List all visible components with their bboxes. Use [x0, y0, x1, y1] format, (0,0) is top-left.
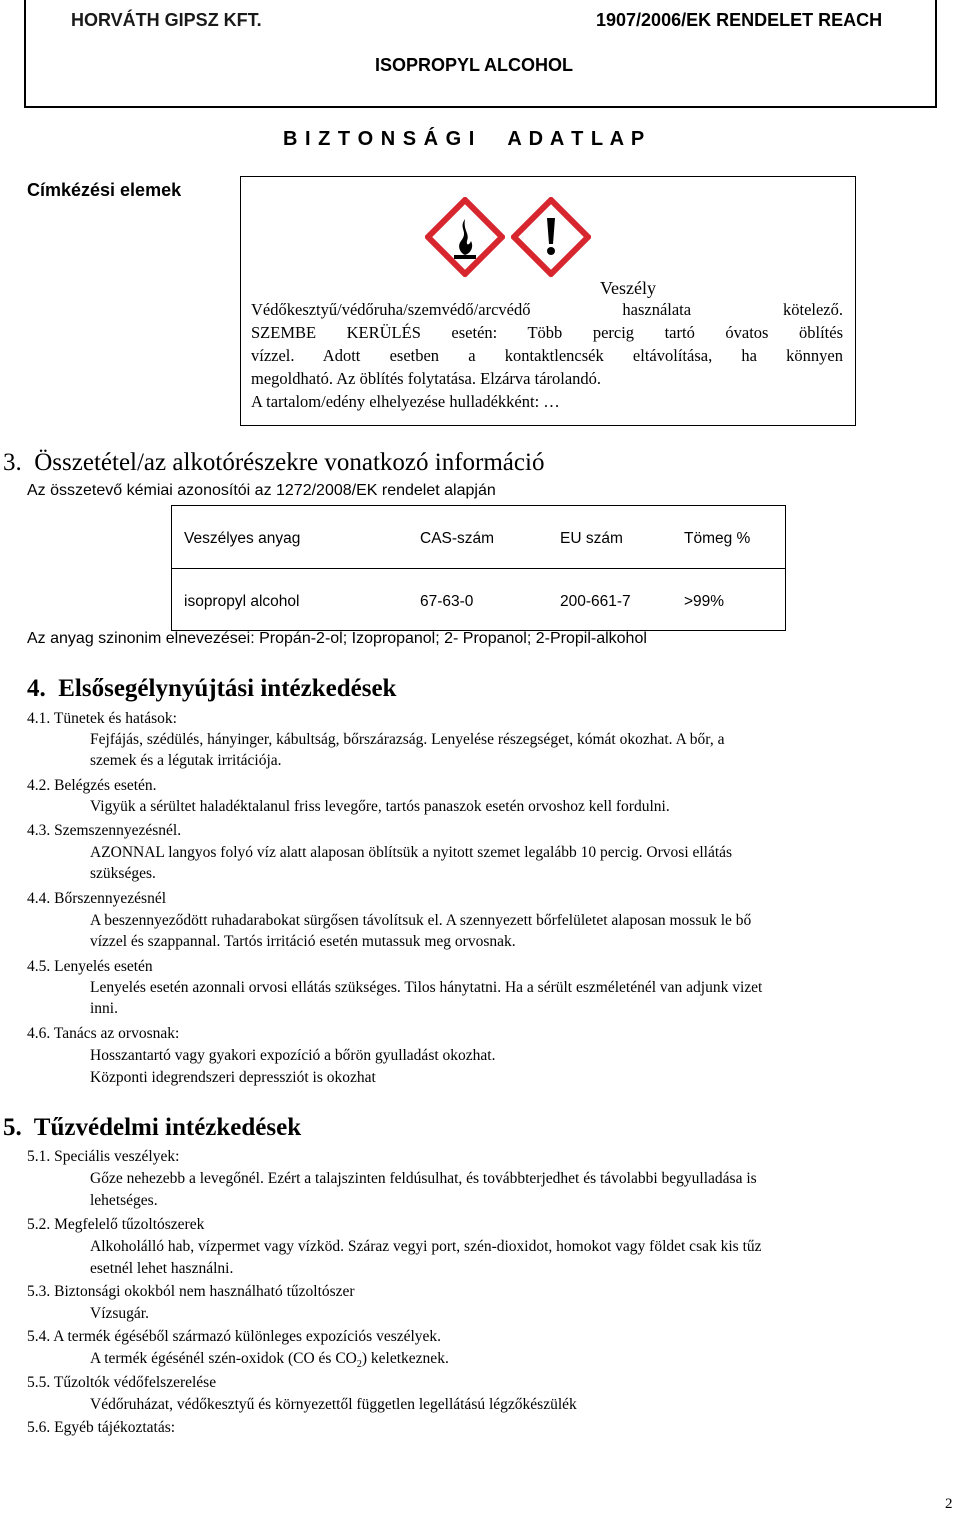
precautionary-line: megoldható. Az öblítés folytatása. Elzárva tárolandó.: [251, 369, 602, 388]
document-title: B I Z T O N S Á G I A D A T L A P: [283, 128, 646, 150]
document-header: [24, 0, 937, 108]
subsection-heading: 5.3. Biztonsági okokból nem használható tűzoltószer: [27, 1283, 355, 1300]
subsection-heading: 4.3. Szemszennyezésnél.: [27, 822, 182, 839]
section-4-title: 4. Elsősegélynyújtási intézkedések: [27, 675, 397, 702]
section-3-subtitle: Az összetevő kémiai azonosítói az 1272/2008/EK rendelet alapján: [27, 482, 496, 499]
flame-pictogram-icon: [425, 197, 505, 277]
subsection-heading: 5.2. Megfelelő tűzoltószerek: [27, 1216, 205, 1233]
subsection-text: Gőze nehezebb a levegőnél. Ezért a talajszinten feldúsulhat, és továbbterjedhet és távolabbi begyulladása is: [90, 1170, 757, 1187]
table-header-cell: CAS-szám: [420, 530, 495, 547]
subsection-text: Vízsugár.: [90, 1305, 149, 1322]
regulation-reference: 1907/2006/EK RENDELET REACH: [596, 10, 883, 30]
subsection-heading: 4.4. Bőrszennyezésnél: [27, 890, 167, 907]
subsection-text: Lenyelés esetén azonnali orvosi ellátás szükséges. Tilos hánytatni. Ha a sérült eszméleténél van adjunk vizet: [90, 979, 763, 996]
subsection-text: Központi idegrendszeri depressziót is okozhat: [90, 1069, 376, 1086]
subsection-heading: 5.5. Tűzoltók védőfelszerelése: [27, 1374, 217, 1391]
composition-table: [171, 505, 786, 631]
combustion-text-prefix: A termék égésénél szén-oxidok (CO és CO: [90, 1350, 357, 1367]
subsection-heading: 5.1. Speciális veszélyek:: [27, 1148, 180, 1165]
table-cell: isopropyl alcohol: [184, 593, 300, 610]
precautionary-line: vízzel. Adott esetben a kontaktlencsék eltávolítása, ha könnyen: [251, 346, 843, 365]
page-number: 2: [945, 1496, 953, 1512]
subsection-text: Alkoholálló hab, vízpermet vagy vízköd. Száraz vegyi port, szén-dioxidot, homokot vagy földet csak kis tűz: [90, 1238, 762, 1255]
table-header-row: [172, 506, 786, 569]
subsection-text: vízzel és szappannal. Tartós irritáció esetén mutassuk meg orvosnak.: [90, 933, 516, 950]
co2-subscript: 2: [356, 1359, 362, 1371]
table-header-cell: Veszélyes anyag: [184, 530, 301, 547]
subsection-heading: 5.4. A termék égéséből származó különleges expozíciós veszélyek.: [27, 1328, 442, 1345]
subsection-heading: 5.6. Egyéb tájékoztatás:: [27, 1419, 176, 1436]
table-header-cell: Tömeg %: [684, 530, 751, 547]
subsection-text: szükséges.: [90, 865, 156, 882]
combustion-text-suffix: ) keletkeznek.: [361, 1350, 449, 1367]
subsection-text: A beszennyeződött ruhadarabokat sürgősen távolítsuk el. A szennyezett bőrfelületet alaposan mossuk le bő: [90, 912, 752, 929]
precautionary-line: A tartalom/edény elhelyezése hulladékként: …: [251, 392, 560, 411]
section-3-title: 3. Összetétel/az alkotórészekre vonatkozó információ: [3, 449, 545, 476]
subsection-text: AZONNAL langyos folyó víz alatt alaposan öblítsük a nyitott szemet legalább 10 percig. Orvosi ellátás: [90, 844, 733, 861]
table-row: [172, 569, 786, 631]
company-name: HORVÁTH GIPSZ KFT.: [71, 10, 262, 30]
exclamation-pictogram-icon: [511, 197, 591, 277]
subsection-text: Védőruházat, védőkesztyű és környezettől független legellátású légzőkészülék: [90, 1396, 577, 1413]
precautionary-line: SZEMBE KERÜLÉS esetén: Több percig tartó óvatos öblítés: [251, 323, 843, 342]
labelling-heading: Címkézési elemek: [27, 180, 182, 200]
signal-word: Veszély: [600, 278, 656, 298]
table-cell: >99%: [684, 593, 725, 610]
subsection-heading: 4.1. Tünetek és hatások:: [27, 710, 177, 727]
subsection-text: esetnél lehet használni.: [90, 1260, 234, 1277]
subsection-heading: 4.6. Tanács az orvosnak:: [27, 1025, 180, 1042]
table-cell: 200-661-7: [560, 593, 631, 610]
subsection-text: Hosszantartó vagy gyakori expozíció a bőrön gyulladást okozhat.: [90, 1047, 496, 1064]
subsection-text: szemek és a légutak irritációja.: [90, 752, 282, 769]
subsection-heading: 4.5. Lenyelés esetén: [27, 958, 153, 975]
subsection-text: Vigyük a sérültet haladéktalanul friss levegőre, tartós panaszok esetén orvoshoz kell fordulni.: [90, 798, 670, 815]
subsection-text: Fejfájás, szédülés, hányinger, kábultság, bőrszárazság. Lenyelése részegséget, kómát okozhat. A bőr, a: [90, 731, 725, 748]
synonyms-line: Az anyag szinonim elnevezései: Propán-2-ol; Izopropanol; 2- Propanol; 2-Propil-alkohol: [27, 630, 647, 647]
section-5-title: 5. Tűzvédelmi intézkedések: [3, 1114, 302, 1141]
precautionary-line: Védőkesztyű/védőruha/szemvédő/arcvédő használata kötelező.: [251, 300, 843, 319]
subsection-text: inni.: [90, 1000, 118, 1017]
product-name: ISOPROPYL ALCOHOL: [375, 55, 574, 75]
table-cell: 67-63-0: [420, 593, 474, 610]
subsection-heading: 4.2. Belégzés esetén.: [27, 777, 157, 794]
labelling-elements-box: [240, 176, 856, 426]
table-header-cell: EU szám: [560, 530, 623, 547]
subsection-text: lehetséges.: [90, 1192, 158, 1209]
